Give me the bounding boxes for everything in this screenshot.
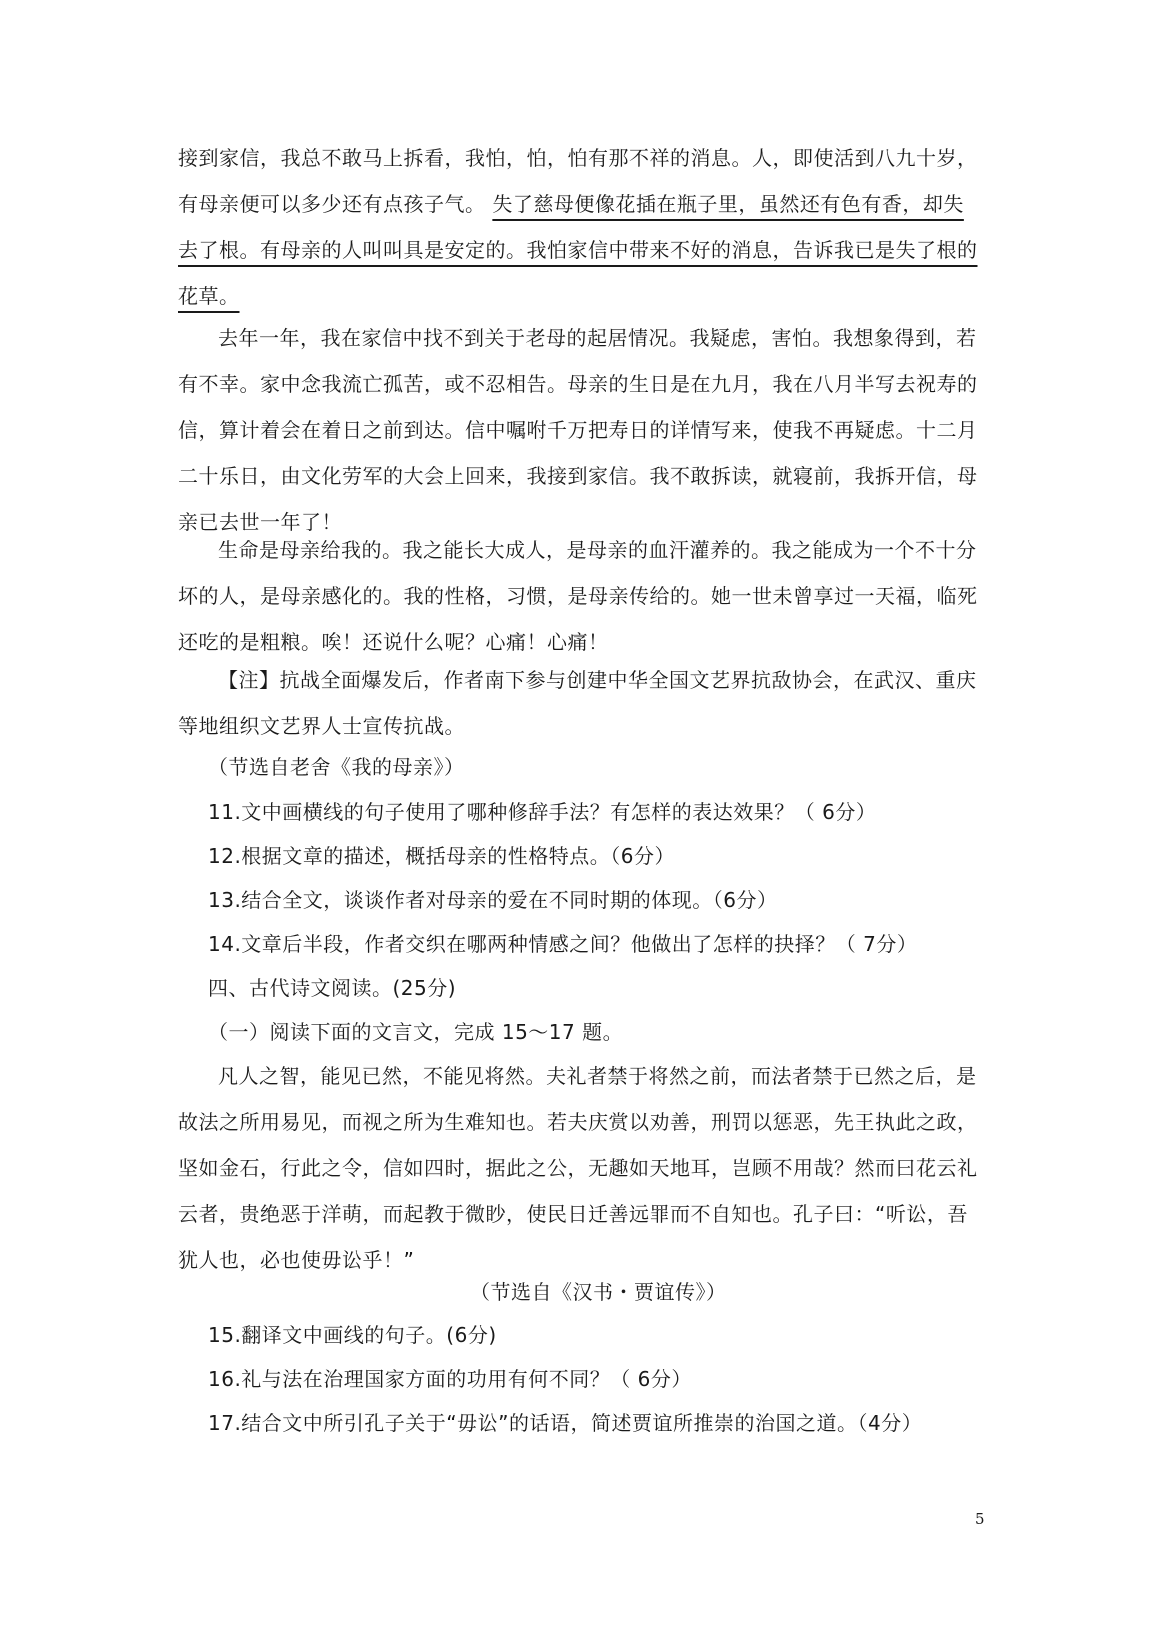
annotation-note: 【注】抗战全面爆发后，作者南下参与创建中华全国文艺界抗敌协会，在武汉、重庆等地组织文艺界人士宣传抗战。 [178, 668, 977, 738]
question-16: 16.礼与法在治理国家方面的功用有何不同？（ 6分） [208, 1367, 692, 1391]
classical-text: 凡人之智，能见已然，不能见将然。夫礼者禁于将然之前，而法者禁于已然之后，是故法之所用易见，而视之所为生难知也。若夫庆赏以劝善，刑罚以惩恶，先王执此之政，坚如金石，行此之令，信如四时，据此之公，无趣如天地耳，岂顾不用哉？然而曰花云礼云者，贵绝恶于洋萌，而起教于微眇，使民日迁善远罪而不自知也。孔子曰：“听讼，吾犹人也，必也使毋讼乎！” [178, 1064, 978, 1272]
question-15: 15.翻译文中画线的句子。(6分) [208, 1323, 497, 1347]
question-13: 13.结合全文，谈谈作者对母亲的爱在不同时期的体现。（6分） [208, 888, 778, 912]
passage-paragraph-3: 生命是母亲给我的。我之能长大成人，是母亲的血汗灌养的。我之能成为一个不十分坏的人，是母亲感化的。我的性格，习惯，是母亲传给的。她一世未曾享过一天福，临死还吃的是粗粮。唉！还说什么呢？心痛！心痛！ [178, 538, 978, 654]
passage-source: （节选自老舍《我的母亲》） [208, 755, 465, 779]
underlined-sentence: 失了慈母便像花插在瓶子里，虽然还有色有香，却失去了根。有母亲的人叫叫具是安定的。我怕家信中带来不好的消息，告诉我已是失了根的花草。 [178, 192, 978, 308]
passage-paragraph-1-text: 接到家信，我总不敢马上拆看，我怕，怕，怕有那不祥的消息。人，即使活到八九十岁，有母亲便可以多少还有点孩子气。 [178, 146, 978, 216]
classical-source: （节选自《汉书・贾谊传》） [470, 1280, 727, 1304]
passage-paragraph-1 [178, 135, 978, 319]
question-12: 12.根据文章的描述，概括母亲的性格特点。（6分） [208, 844, 676, 868]
passage-paragraph-2: 去年一年，我在家信中找不到关于老母的起居情况。我疑虑，害怕。我想象得到，若有不幸。家中念我流亡孤苦，或不忍相告。母亲的生日是在九月，我在八月半写去祝寿的信，算计着会在着日之前到达。信中嘱咐千万把寿日的详情写来，使我不再疑虑。十二月二十乐日，由文化劳军的大会上回来，我接到家信。我不敢拆读，就寝前，我拆开信，母亲已去世一年了！ [178, 326, 978, 534]
question-17: 17.结合文中所引孔子关于“毋讼”的话语，简述贾谊所推崇的治国之道。（4分） [208, 1411, 923, 1435]
subsection-heading: （一）阅读下面的文言文，完成 15～17 题。 [208, 1020, 624, 1044]
question-11: 11.文中画横线的句子使用了哪种修辞手法？有怎样的表达效果？（ 6分） [208, 800, 877, 824]
question-14: 14.文章后半段，作者交织在哪两种情感之间？他做出了怎样的抉择？（ 7分） [208, 932, 918, 956]
page-number: 5 [975, 1510, 985, 1528]
section-heading: 四、古代诗文阅读。(25分) [208, 976, 457, 1000]
